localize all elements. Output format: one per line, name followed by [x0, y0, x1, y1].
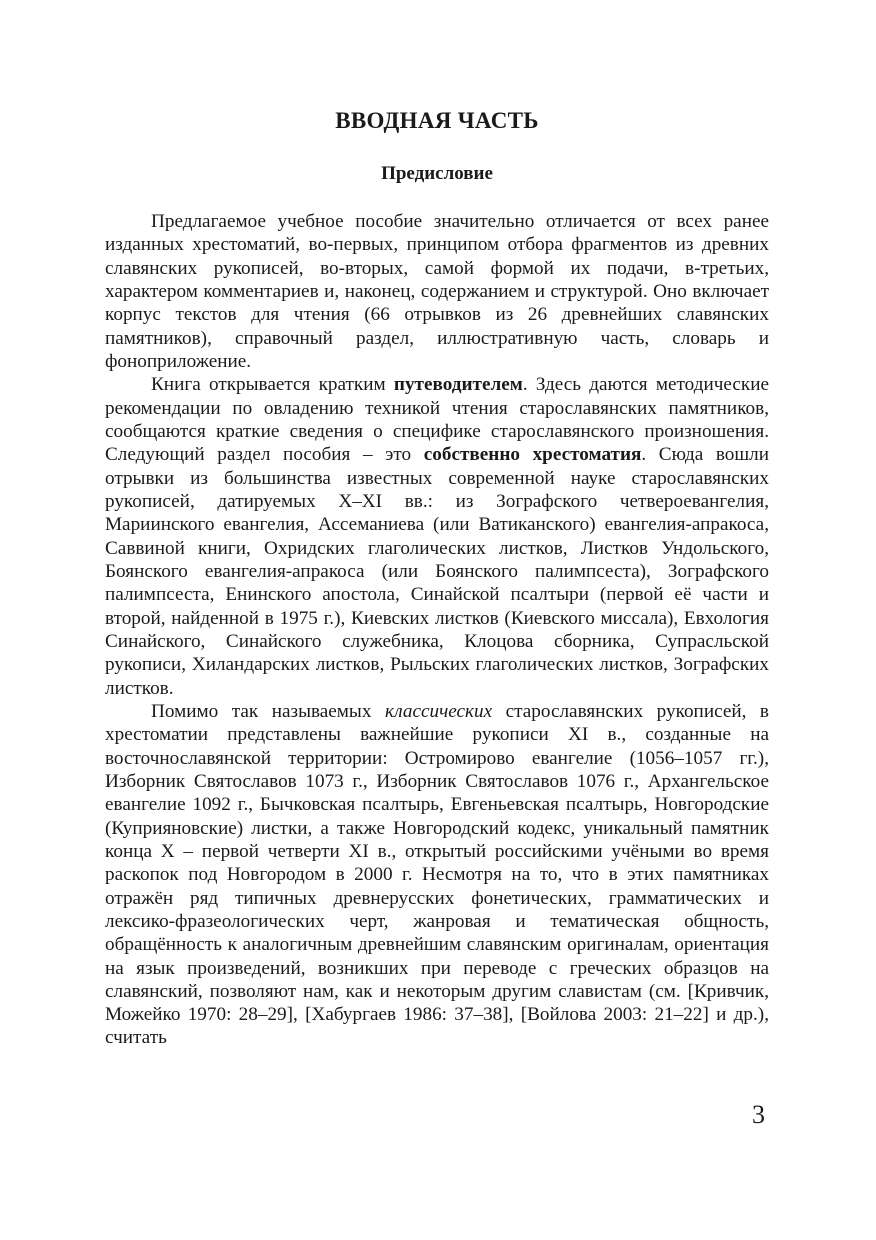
term-classical: классических	[384, 700, 493, 722]
term-guide: путеводителем	[393, 374, 523, 396]
paragraph-3-text-a: Помимо так называемых	[151, 700, 385, 722]
section-title: Предисловие	[381, 163, 493, 184]
paragraph-2-text-c: . Сюда вошли отрывки из большинства известных современной науке старославянских рукописей, датируемых X–XI вв.: из Зографского четвероевангелия, Мариинского евангелия, Ассеманиева (или Ватиканского) евангелия-апракоса, Саввиной книги, Охридских глаголических листков, Листков Ундольского, Боянского евангелия-апракоса (или Боянского палимпсеста), Зографского палимпсеста, Енинского апостола, Синайской псалтыри (первой её части и второй, найденной в 1975 г.), Киевских листков (Киевского миссала), Евхология Синайского, Синайского служебника, Клоцова сборника, Супрасльской рукописи, Хиландарских листков, Рыльских глаголических листков, Зографских листков.	[105, 444, 769, 699]
paragraph-1	[105, 210, 769, 373]
body-text	[105, 210, 769, 1050]
paragraph-1-text: Предлагаемое учебное пособие значительно отличается от всех ранее изданных хрестоматий, во-первых, принципом отбора фрагментов из древних славянских рукописей, во-вторых, самой формой их подачи, в-третьих, характером комментариев и, наконец, содержанием и структурой. Оно включает корпус текстов для чтения (66 отрывков из 26 древнейших славянских памятников), справочный раздел, иллюстративную часть, словарь и фоноприложение.	[105, 211, 769, 372]
paragraph-2-text-b: . Здесь даются методические рекомендации по овладению техникой чтения старославянских памятников, сообщаются краткие сведения о специфике старославянского произношения. Следующий раздел пособия – это	[105, 374, 769, 466]
paragraph-3	[105, 700, 769, 1050]
paragraph-2-text-a: Книга открывается кратким	[151, 374, 394, 396]
paragraph-2	[105, 373, 769, 700]
term-chrestomathy: собственно хрестоматия	[423, 444, 642, 466]
page-number: 3	[752, 1100, 765, 1129]
paragraph-3-text-b: старославянских рукописей, в хрестоматии представлены важнейшие рукописи XI в., созданные на восточнославянской территории: Остромирово евангелие (1056–1057 гг.), Изборник Святославов 1073 г., Изборник Святославов 1076 г., Архангельское евангелие 1092 г., Бычковская псалтырь, Евгеньевская псалтырь, Новгородские (Куприяновские) листки, а также Новгородский кодекс, уникальный памятник конца X – первой четверти XI в., открытый российскими учёными во время раскопок под Новгородом в 2000 г. Несмотря на то, что в этих памятниках отражён ряд типичных древнерусских фонетических, грамматических и лексико-фразеологических черт, жанровая и тематическая общность, обращённость к аналогичным древнейшим славянским оригиналам, ориентация на язык произведений, возникших при переводе с греческих образцов на славянский, позволяют нам, как и некоторым другим славистам (см. [Кривчик, Можейко 1970: 28–29], [Хабургаев 1986: 37–38], [Войлова 2003: 21–22] и др.), считать	[105, 700, 769, 1049]
chapter-title: ВВОДНАЯ ЧАСТЬ	[335, 108, 539, 133]
